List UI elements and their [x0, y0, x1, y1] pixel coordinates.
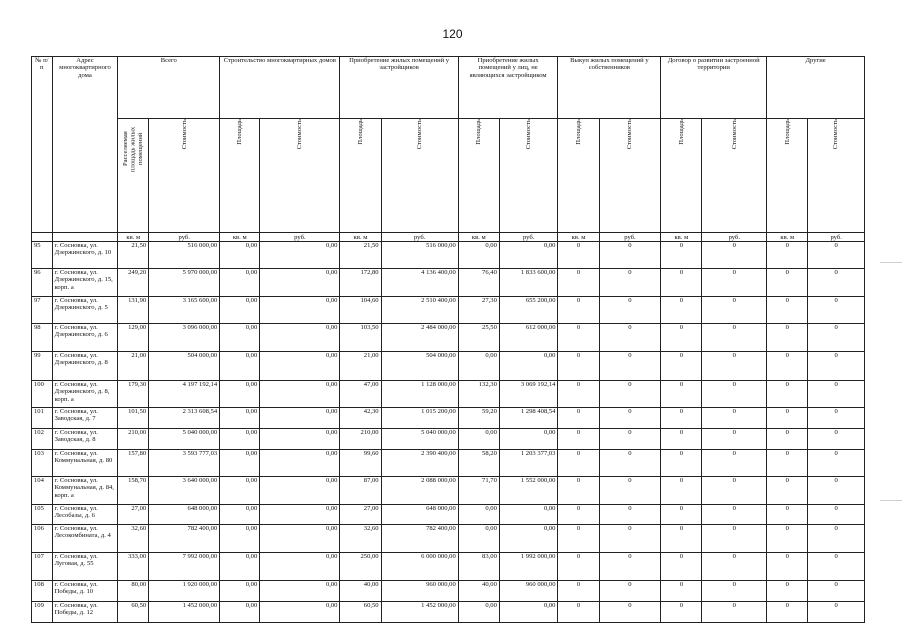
cell-area: 60,50: [118, 602, 149, 623]
unit-cost: руб.: [599, 233, 661, 242]
cell-cost: 5 970 000,00: [149, 269, 220, 297]
row-number: 96: [32, 269, 53, 297]
cell-cost: 2 484 000,00: [381, 324, 458, 352]
unit-area: кв. м: [458, 233, 499, 242]
table-row: [32, 297, 865, 324]
cell-cost: 1 833 600,00: [499, 269, 558, 297]
cell-cost: 1 452 000,00: [149, 602, 220, 623]
cell-cost: 0: [599, 429, 661, 450]
cell-area: 0: [558, 450, 599, 477]
cell-area: 0: [767, 477, 808, 505]
cell-area: 0: [558, 269, 599, 297]
table-row: [32, 381, 865, 408]
cell-area: 0: [558, 477, 599, 505]
unit-area: кв. м: [661, 233, 702, 242]
cell-area: 32,60: [340, 525, 381, 553]
cell-cost: 7 992 000,00: [149, 553, 220, 581]
cell-cost: 0: [808, 352, 865, 381]
table-row: [32, 477, 865, 505]
row-address: г. Сосновка, ул. Дзержинского, д. 8, корп. а: [52, 381, 118, 408]
cell-area: 80,00: [118, 581, 149, 602]
cell-area: 172,80: [340, 269, 381, 297]
cell-cost: 0: [808, 477, 865, 505]
cell-area: 99,60: [340, 450, 381, 477]
cell-area: 249,20: [118, 269, 149, 297]
row-address: г. Сосновка, ул. Дзержинского, д. 8: [52, 352, 118, 381]
table-row: [32, 324, 865, 352]
header-cost: Стоимость: [381, 119, 458, 233]
header-group-buyout: Выкуп жилых помещений у собственников: [558, 57, 661, 119]
cell-area: 0: [767, 553, 808, 581]
cell-area: 103,50: [340, 324, 381, 352]
row-address: г. Сосновка, ул. Дзержинского, д. 5: [52, 297, 118, 324]
cell-area: 0: [558, 381, 599, 408]
table-row: [32, 408, 865, 429]
cell-area: 0: [661, 381, 702, 408]
row-address: г. Сосновка, ул. Дзержинского, д. 10: [52, 242, 118, 269]
cell-cost: 3 096 000,00: [149, 324, 220, 352]
table-row: [32, 269, 865, 297]
row-number: 103: [32, 450, 53, 477]
cell-area: 0,00: [220, 408, 260, 429]
cell-cost: 0,00: [260, 553, 340, 581]
cell-cost: 4 136 400,00: [381, 269, 458, 297]
cell-cost: 1 552 000,00: [499, 477, 558, 505]
cell-area: 87,00: [340, 477, 381, 505]
cell-cost: 0: [808, 553, 865, 581]
cell-cost: 0,00: [260, 408, 340, 429]
cell-area: 0: [661, 450, 702, 477]
cell-cost: 0,00: [260, 352, 340, 381]
cell-cost: 0,00: [260, 525, 340, 553]
cell-area: 0: [558, 352, 599, 381]
cell-area: 0: [661, 553, 702, 581]
cell-cost: 0,00: [260, 581, 340, 602]
cell-area: 0: [558, 242, 599, 269]
cell-area: 0: [661, 269, 702, 297]
row-address: г. Сосновка, ул. Заводская, д. 7: [52, 408, 118, 429]
page-number: 120: [442, 27, 463, 41]
unit-cost: руб.: [260, 233, 340, 242]
cell-cost: 0: [702, 297, 767, 324]
cell-area: 0: [767, 525, 808, 553]
cell-cost: 0,00: [499, 352, 558, 381]
cell-cost: 0: [702, 602, 767, 623]
row-address: г. Сосновка, ул. Победы, д. 12: [52, 602, 118, 623]
cell-area: 0,00: [220, 505, 260, 525]
cell-area: 0,00: [458, 352, 499, 381]
cell-cost: 0: [702, 429, 767, 450]
cell-area: 0,00: [458, 242, 499, 269]
cell-cost: 0,00: [260, 429, 340, 450]
cell-area: 0: [661, 352, 702, 381]
cell-area: 0,00: [220, 602, 260, 623]
cell-area: 0: [767, 581, 808, 602]
cell-area: 0: [661, 525, 702, 553]
header-cost: Стоимость: [599, 119, 661, 233]
cell-area: 0,00: [220, 324, 260, 352]
cell-cost: 3 069 192,14: [499, 381, 558, 408]
row-number: 99: [32, 352, 53, 381]
row-number: 108: [32, 581, 53, 602]
cell-area: 40,00: [458, 581, 499, 602]
cell-cost: 0: [702, 477, 767, 505]
unit-area: кв. м: [118, 233, 149, 242]
cell-area: 250,00: [340, 553, 381, 581]
header-area: Площадь: [661, 119, 702, 233]
header-area: Площадь: [558, 119, 599, 233]
cell-cost: 0,00: [260, 381, 340, 408]
cell-cost: 0: [702, 242, 767, 269]
header-number: № п/п: [32, 57, 53, 233]
cell-cost: 648 000,00: [149, 505, 220, 525]
cell-area: 0: [558, 553, 599, 581]
cell-area: 32,60: [118, 525, 149, 553]
cell-cost: 0: [702, 381, 767, 408]
cell-cost: 0,00: [260, 505, 340, 525]
cell-area: 0,00: [458, 525, 499, 553]
header-area: Площадь: [340, 119, 381, 233]
cell-cost: 516 000,00: [149, 242, 220, 269]
cell-cost: 0,00: [499, 429, 558, 450]
cell-area: 129,00: [118, 324, 149, 352]
cell-area: 0: [558, 408, 599, 429]
row-number: 95: [32, 242, 53, 269]
cell-area: 0: [661, 602, 702, 623]
cell-area: 0,00: [220, 297, 260, 324]
header-cost: Стоимость: [149, 119, 220, 233]
cell-area: 333,00: [118, 553, 149, 581]
cell-area: 0: [661, 581, 702, 602]
cell-area: 27,00: [340, 505, 381, 525]
cell-area: 0,00: [220, 429, 260, 450]
unit-cost: руб.: [499, 233, 558, 242]
cell-cost: 0: [702, 525, 767, 553]
cell-cost: 0: [808, 242, 865, 269]
cell-area: 0,00: [220, 477, 260, 505]
cell-cost: 0,00: [260, 450, 340, 477]
cell-area: 0,00: [458, 505, 499, 525]
header-group-construction: Строительство многоквартирных домов: [220, 57, 340, 119]
cell-area: 179,30: [118, 381, 149, 408]
row-number: 106: [32, 525, 53, 553]
cell-area: 0: [767, 324, 808, 352]
cell-cost: 4 197 192,14: [149, 381, 220, 408]
cell-cost: 0,00: [260, 324, 340, 352]
cell-cost: 3 640 000,00: [149, 477, 220, 505]
header-cost: Стоимость: [260, 119, 340, 233]
row-address: г. Сосновка, ул. Коммунальная, д. 84, корп. а: [52, 477, 118, 505]
scan-artifact-line: [880, 262, 902, 263]
cell-cost: 1 203 377,03: [499, 450, 558, 477]
cell-cost: 2 313 608,54: [149, 408, 220, 429]
table-row: [32, 525, 865, 553]
header-area: Площадь: [767, 119, 808, 233]
cell-cost: 0: [599, 408, 661, 429]
cell-area: 0: [767, 352, 808, 381]
cell-cost: 504 000,00: [381, 352, 458, 381]
cell-area: 0: [767, 242, 808, 269]
cell-area: 21,00: [118, 352, 149, 381]
cell-area: 27,30: [458, 297, 499, 324]
cell-cost: 1 298 408,54: [499, 408, 558, 429]
cell-cost: 0: [599, 269, 661, 297]
table-row: [32, 352, 865, 381]
cell-cost: 0: [599, 602, 661, 623]
cell-area: 0: [767, 269, 808, 297]
cell-cost: 782 400,00: [149, 525, 220, 553]
cell-cost: 655 200,00: [499, 297, 558, 324]
cell-area: 76,40: [458, 269, 499, 297]
cell-cost: 0: [808, 269, 865, 297]
cell-area: 0: [767, 297, 808, 324]
cell-cost: 0: [808, 525, 865, 553]
cell-cost: 0: [702, 581, 767, 602]
unit-cost: руб.: [149, 233, 220, 242]
cell-cost: 0: [702, 408, 767, 429]
cell-area: 25,50: [458, 324, 499, 352]
cell-cost: 0: [702, 553, 767, 581]
cell-area: 101,50: [118, 408, 149, 429]
cell-cost: 516 000,00: [381, 242, 458, 269]
cell-cost: 648 000,00: [381, 505, 458, 525]
cell-cost: 1 452 000,00: [381, 602, 458, 623]
cell-area: 0: [661, 477, 702, 505]
header-group-developer: Приобретение жилых помещений у застройщиков: [340, 57, 458, 119]
cell-area: 158,70: [118, 477, 149, 505]
cell-cost: 0,00: [260, 477, 340, 505]
cell-area: 157,80: [118, 450, 149, 477]
cell-area: 0,00: [220, 525, 260, 553]
unit-area: кв. м: [340, 233, 381, 242]
table-row: [32, 450, 865, 477]
cell-area: 59,20: [458, 408, 499, 429]
cell-cost: 0,00: [260, 297, 340, 324]
cell-area: 0: [767, 429, 808, 450]
cell-area: 0,00: [458, 429, 499, 450]
row-address: г. Сосновка, ул. Лесобазы, д. 6: [52, 505, 118, 525]
cell-cost: 612 000,00: [499, 324, 558, 352]
header-cost: Стоимость: [702, 119, 767, 233]
cell-cost: 0: [808, 381, 865, 408]
cell-cost: 0: [702, 269, 767, 297]
cell-area: 0,00: [220, 553, 260, 581]
header-group-non-developer: Приобретение жилых помещений у лиц, не являющихся застройщиком: [458, 57, 558, 119]
cell-area: 83,00: [458, 553, 499, 581]
cell-area: 0: [661, 505, 702, 525]
cell-cost: 3 593 777,03: [149, 450, 220, 477]
row-address: г. Сосновка, ул. Дзержинского, д. 6: [52, 324, 118, 352]
cell-cost: 1 992 000,00: [499, 553, 558, 581]
cell-area: 21,50: [118, 242, 149, 269]
table-row: [32, 242, 865, 269]
row-number: 101: [32, 408, 53, 429]
cell-area: 0: [767, 505, 808, 525]
cell-area: 0: [558, 429, 599, 450]
row-address: г. Сосновка, ул. Коммунальная, д. 80: [52, 450, 118, 477]
cell-cost: 0: [599, 450, 661, 477]
cell-area: 21,50: [340, 242, 381, 269]
row-address: г. Сосновка, ул. Дзержинского, д. 15, корп. а: [52, 269, 118, 297]
cell-area: 21,00: [340, 352, 381, 381]
header-group-other: Другие: [767, 57, 865, 119]
cell-cost: 0,00: [499, 525, 558, 553]
cell-area: 0,00: [220, 581, 260, 602]
cell-area: 0,00: [220, 381, 260, 408]
row-number: 109: [32, 602, 53, 623]
unit-cost: руб.: [808, 233, 865, 242]
cell-cost: 0: [599, 324, 661, 352]
cell-cost: 0,00: [260, 602, 340, 623]
header-area: Площадь: [220, 119, 260, 233]
cell-area: 0: [661, 242, 702, 269]
cell-area: 0: [661, 297, 702, 324]
cell-cost: 5 040 000,00: [381, 429, 458, 450]
scan-artifact-line: [880, 500, 902, 501]
cell-area: 0: [767, 381, 808, 408]
cell-cost: 2 510 400,00: [381, 297, 458, 324]
table-row: [32, 581, 865, 602]
cell-cost: 504 000,00: [149, 352, 220, 381]
unit-area: кв. м: [220, 233, 260, 242]
cell-area: 0: [661, 429, 702, 450]
cell-cost: 0: [808, 505, 865, 525]
cell-area: 0: [558, 581, 599, 602]
cell-area: 0: [661, 324, 702, 352]
cell-cost: 0: [702, 505, 767, 525]
cell-area: 0: [661, 408, 702, 429]
resettlement-table: [31, 56, 865, 623]
row-address: г. Сосновка, ул. Лесокомбината, д. 4: [52, 525, 118, 553]
row-number: 104: [32, 477, 53, 505]
cell-area: 0: [558, 505, 599, 525]
cell-area: 0,00: [220, 450, 260, 477]
table-row: [32, 553, 865, 581]
header-group-total: Всего: [118, 57, 220, 119]
header-cost: Стоимость: [808, 119, 865, 233]
cell-area: 131,90: [118, 297, 149, 324]
row-number: 97: [32, 297, 53, 324]
cell-cost: 0,00: [499, 505, 558, 525]
row-number: 100: [32, 381, 53, 408]
header-group-development: Договор о развитии застроенной территории: [661, 57, 767, 119]
cell-cost: 1 920 000,00: [149, 581, 220, 602]
cell-cost: 0: [599, 505, 661, 525]
cell-area: 0: [558, 602, 599, 623]
cell-area: 0: [558, 525, 599, 553]
cell-cost: 0: [808, 602, 865, 623]
cell-cost: 960 000,00: [499, 581, 558, 602]
unit-area: кв. м: [767, 233, 808, 242]
cell-area: 27,00: [118, 505, 149, 525]
cell-area: 132,30: [458, 381, 499, 408]
cell-cost: 0: [599, 242, 661, 269]
table-row: [32, 505, 865, 525]
row-address: г. Сосновка, ул. Луговая, д. 55: [52, 553, 118, 581]
cell-area: 0,00: [220, 352, 260, 381]
cell-area: 47,00: [340, 381, 381, 408]
cell-area: 104,60: [340, 297, 381, 324]
cell-area: 0,00: [220, 269, 260, 297]
cell-area: 0: [767, 602, 808, 623]
cell-area: 210,00: [340, 429, 381, 450]
table-row: [32, 429, 865, 450]
row-number: 102: [32, 429, 53, 450]
cell-cost: 0,00: [499, 242, 558, 269]
cell-cost: 0: [599, 297, 661, 324]
cell-cost: 0: [808, 324, 865, 352]
cell-cost: 0: [599, 553, 661, 581]
cell-area: 0: [767, 450, 808, 477]
row-number: 107: [32, 553, 53, 581]
cell-cost: 782 400,00: [381, 525, 458, 553]
cell-cost: 2 390 400,00: [381, 450, 458, 477]
cell-cost: 0: [702, 352, 767, 381]
cell-cost: 0: [808, 297, 865, 324]
cell-cost: 0: [808, 408, 865, 429]
row-number: 105: [32, 505, 53, 525]
cell-cost: 6 000 000,00: [381, 553, 458, 581]
header-address: Адрес многоквартирного дома: [52, 57, 118, 233]
cell-cost: 3 165 600,00: [149, 297, 220, 324]
cell-cost: 0,00: [260, 242, 340, 269]
table-row: [32, 602, 865, 623]
cell-cost: 1 015 200,00: [381, 408, 458, 429]
cell-cost: 0: [702, 450, 767, 477]
cell-area: 71,70: [458, 477, 499, 505]
unit-cost: руб.: [702, 233, 767, 242]
cell-area: 58,20: [458, 450, 499, 477]
cell-area: 0: [558, 297, 599, 324]
cell-cost: 0: [702, 324, 767, 352]
cell-area: 0: [558, 324, 599, 352]
cell-area: 42,30: [340, 408, 381, 429]
cell-cost: 0,00: [499, 602, 558, 623]
cell-cost: 0: [599, 525, 661, 553]
cell-area: 0,00: [458, 602, 499, 623]
header-resettled-area: Расселяемая площадь жилых помещений: [118, 119, 149, 233]
cell-cost: 0: [808, 581, 865, 602]
cell-cost: 0: [599, 581, 661, 602]
cell-cost: 1 128 000,00: [381, 381, 458, 408]
cell-cost: 960 000,00: [381, 581, 458, 602]
unit-cost: руб.: [381, 233, 458, 242]
cell-cost: 0: [808, 450, 865, 477]
cell-cost: 0: [599, 477, 661, 505]
cell-cost: 0: [808, 429, 865, 450]
cell-cost: 2 088 000,00: [381, 477, 458, 505]
header-cost: Стоимость: [499, 119, 558, 233]
cell-cost: 0: [599, 352, 661, 381]
row-address: г. Сосновка, ул. Заводская, д. 8: [52, 429, 118, 450]
cell-cost: 0: [599, 381, 661, 408]
cell-cost: 0,00: [260, 269, 340, 297]
cell-cost: 5 040 000,00: [149, 429, 220, 450]
cell-area: 0,00: [220, 242, 260, 269]
cell-area: 60,50: [340, 602, 381, 623]
row-number: 98: [32, 324, 53, 352]
cell-area: 40,00: [340, 581, 381, 602]
row-address: г. Сосновка, ул. Победы, д. 10: [52, 581, 118, 602]
header-area: Площадь: [458, 119, 499, 233]
cell-area: 0: [767, 408, 808, 429]
unit-area: кв. м: [558, 233, 599, 242]
cell-area: 210,00: [118, 429, 149, 450]
